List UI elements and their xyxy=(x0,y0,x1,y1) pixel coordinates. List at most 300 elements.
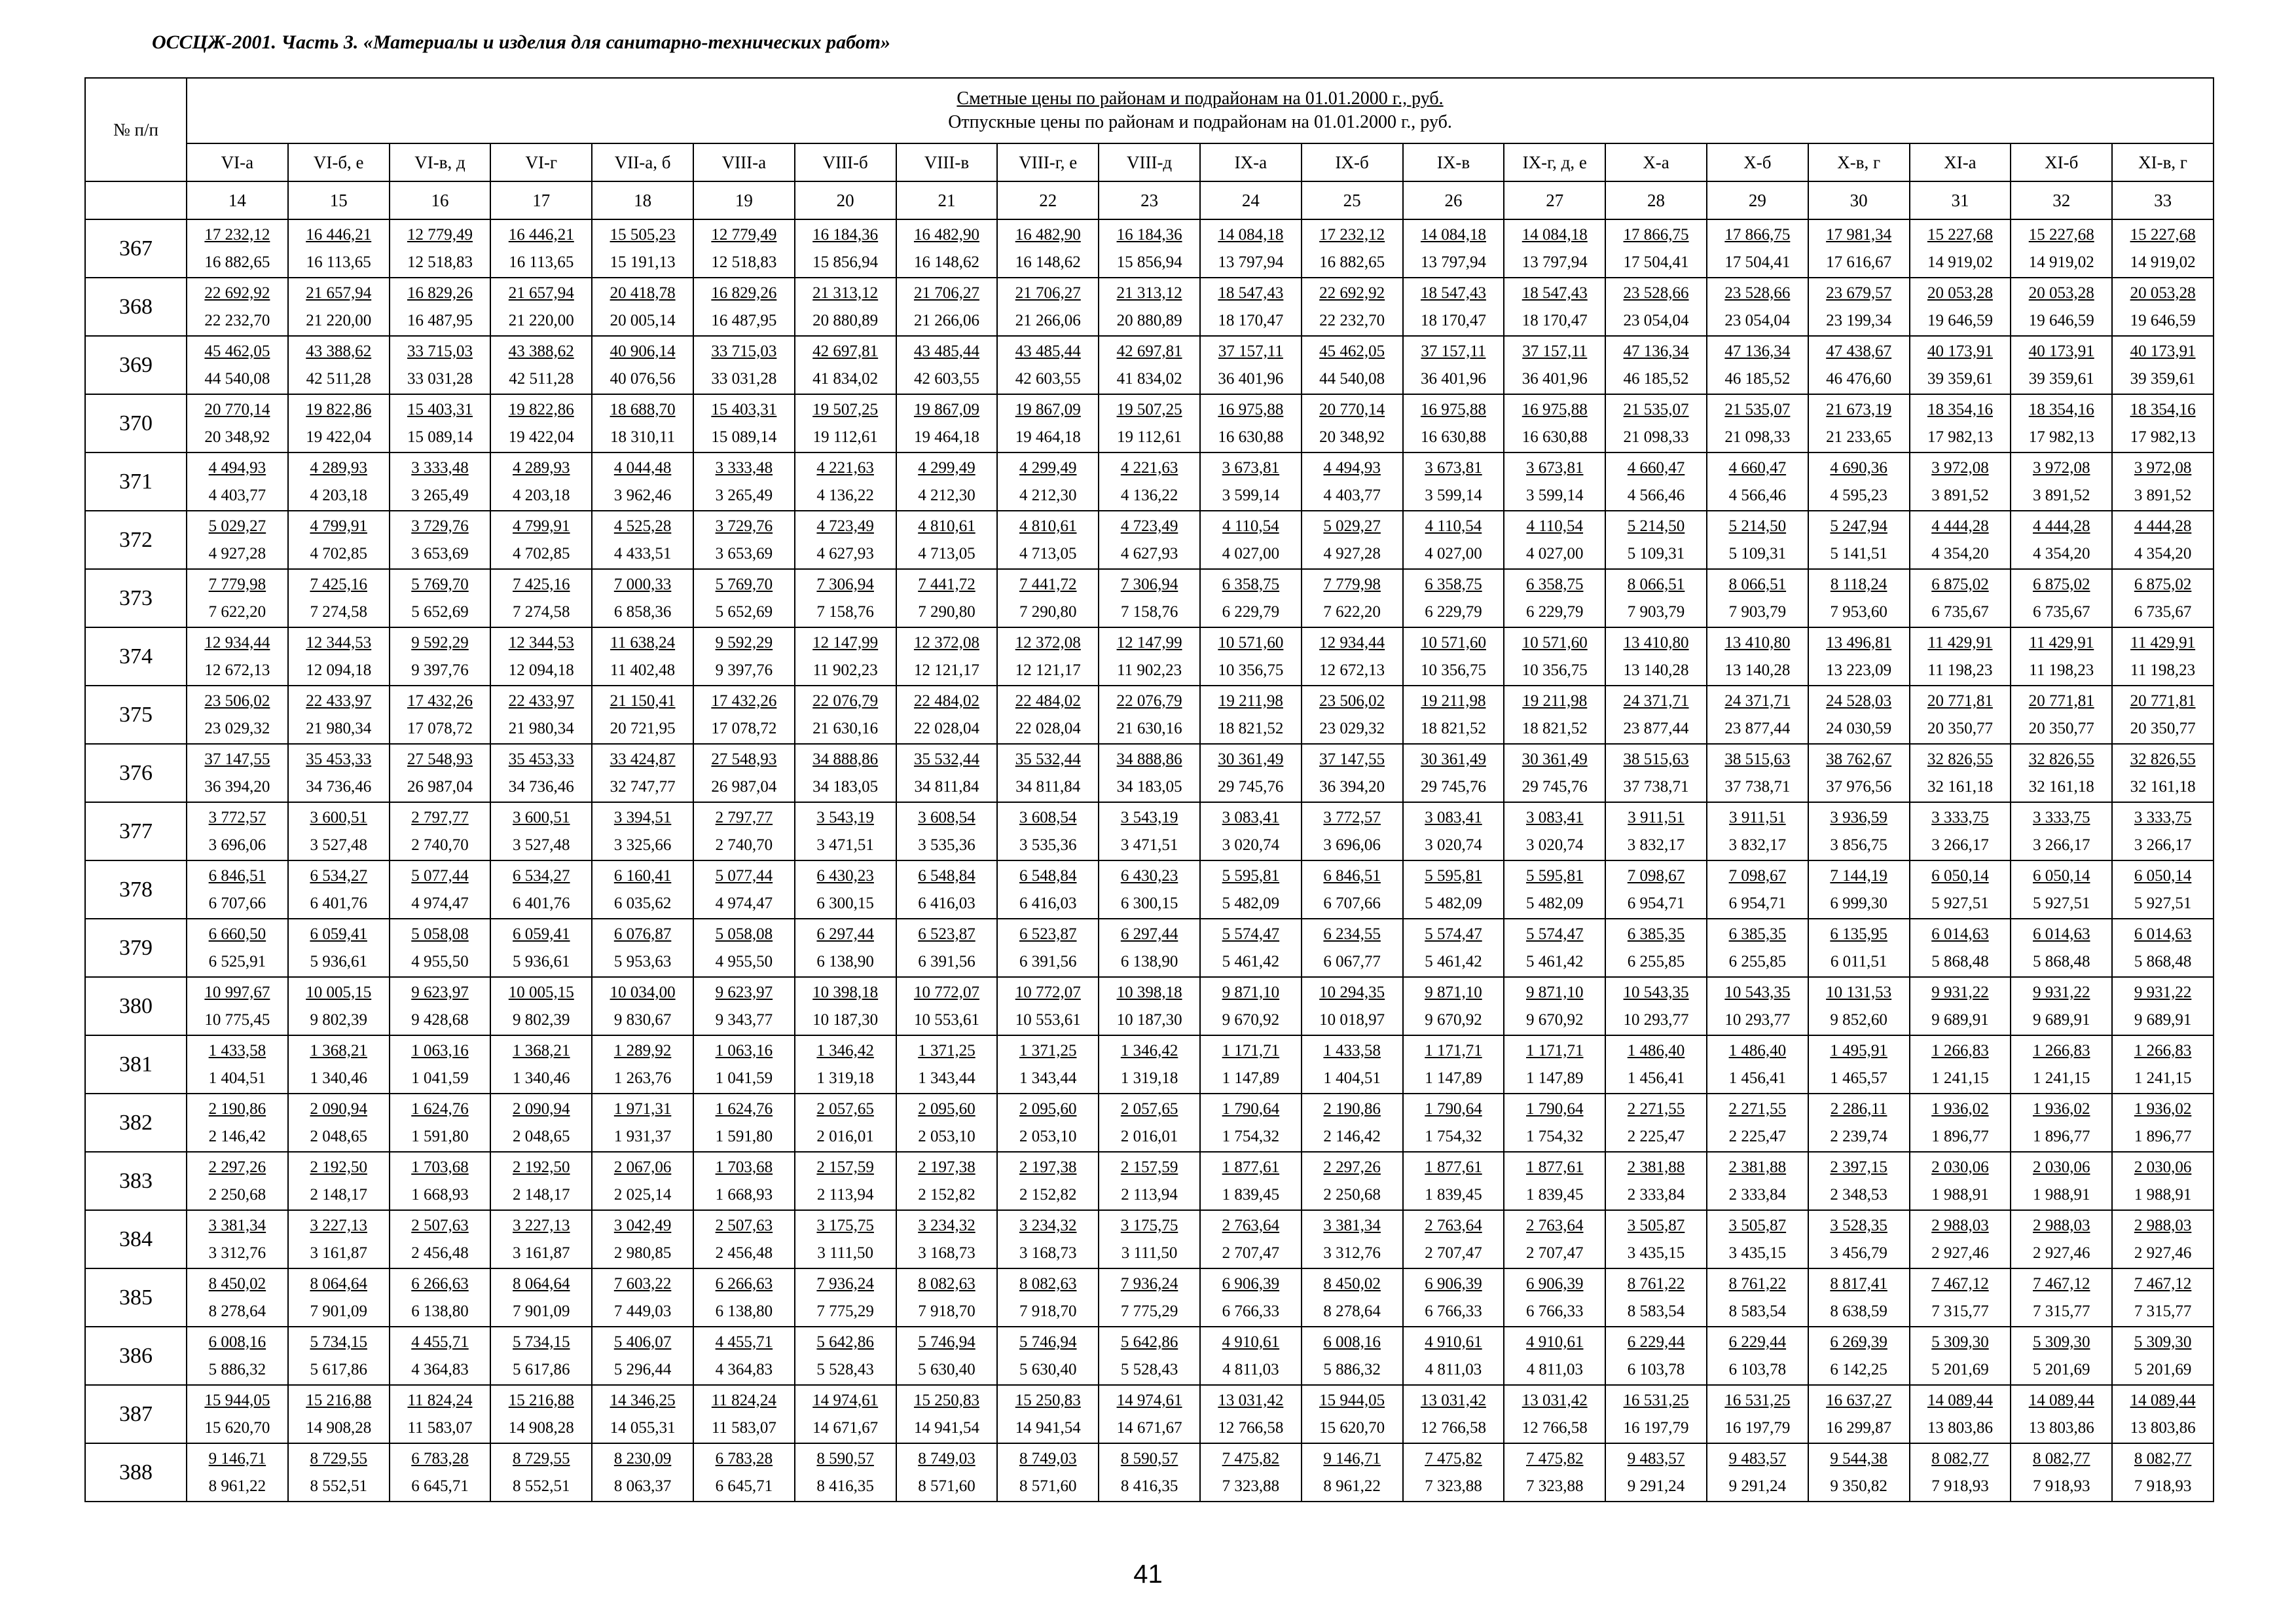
price-cell xyxy=(592,744,693,802)
price-cell xyxy=(1302,686,1403,744)
release-price: 3 111,50 xyxy=(817,1244,873,1262)
release-price: 1 404,51 xyxy=(1323,1069,1381,1087)
price-cell xyxy=(288,336,390,394)
release-price: 19 646,59 xyxy=(1927,311,1993,329)
estimate-price: 16 829,26 xyxy=(711,284,777,302)
release-price: 19 464,18 xyxy=(1015,428,1081,446)
estimate-price: 4 660,47 xyxy=(1627,458,1685,477)
price-cell xyxy=(288,1210,390,1268)
release-price: 3 312,76 xyxy=(208,1244,266,1262)
price-cell xyxy=(693,1268,795,1327)
price-cell xyxy=(795,627,896,686)
price-cell xyxy=(1099,1443,1200,1502)
estimate-price: 30 361,49 xyxy=(1522,750,1588,768)
column-number: 22 xyxy=(997,181,1099,219)
price-cell xyxy=(1200,219,1302,278)
table-row xyxy=(85,1385,2214,1443)
estimate-price: 6 385,35 xyxy=(1728,925,1787,943)
estimate-price: 47 136,34 xyxy=(1623,342,1689,360)
estimate-price: 6 269,39 xyxy=(1830,1333,1887,1351)
release-price: 2 152,82 xyxy=(918,1185,975,1204)
estimate-price: 7 779,98 xyxy=(208,575,266,593)
estimate-price: 11 638,24 xyxy=(610,633,676,652)
estimate-price: 10 772,07 xyxy=(1015,983,1081,1001)
release-price: 12 766,58 xyxy=(1420,1418,1486,1437)
estimate-price: 1 266,83 xyxy=(2032,1041,2090,1060)
release-price: 5 528,43 xyxy=(1120,1360,1178,1378)
price-cell xyxy=(795,1210,896,1268)
estimate-price: 6 906,39 xyxy=(1222,1274,1280,1293)
price-cell xyxy=(2011,1152,2112,1210)
price-cell xyxy=(490,219,592,278)
estimate-price: 3 972,08 xyxy=(1931,458,1989,477)
estimate-price: 4 525,28 xyxy=(613,517,672,535)
estimate-price: 2 090,94 xyxy=(513,1099,570,1118)
estimate-price: 1 703,68 xyxy=(715,1158,773,1176)
release-price: 2 456,48 xyxy=(715,1244,773,1262)
price-cell xyxy=(1808,919,1910,977)
release-price: 3 168,73 xyxy=(918,1244,975,1262)
release-price: 3 653,69 xyxy=(715,544,773,563)
release-price: 21 220,00 xyxy=(306,311,372,329)
release-price: 8 552,51 xyxy=(513,1477,570,1495)
price-cell xyxy=(2011,802,2112,860)
estimate-price: 38 515,63 xyxy=(1623,750,1689,768)
price-cell xyxy=(997,1327,1099,1385)
release-price: 2 225,47 xyxy=(1627,1127,1685,1145)
release-price: 7 274,58 xyxy=(310,602,367,621)
release-price: 2 025,14 xyxy=(613,1185,672,1204)
estimate-price: 10 398,18 xyxy=(812,983,879,1001)
table-row xyxy=(85,1094,2214,1152)
price-cell xyxy=(2011,744,2112,802)
release-price: 37 738,71 xyxy=(1623,777,1689,796)
price-cell xyxy=(1504,744,1605,802)
estimate-price: 5 309,30 xyxy=(2134,1333,2192,1351)
price-cell xyxy=(1707,336,1808,394)
release-price: 7 903,79 xyxy=(1728,602,1787,621)
price-cell xyxy=(187,1094,288,1152)
table-caption xyxy=(187,78,2214,143)
release-price: 34 736,46 xyxy=(306,777,372,796)
release-price: 21 233,65 xyxy=(1826,428,1892,446)
row-number: 369 xyxy=(85,336,187,394)
estimate-price: 3 083,41 xyxy=(1526,808,1584,826)
release-price: 3 312,76 xyxy=(1323,1244,1381,1262)
release-price: 16 630,88 xyxy=(1522,428,1588,446)
estimate-price: 21 150,41 xyxy=(610,692,676,710)
table-row xyxy=(85,1035,2214,1094)
estimate-price: 6 014,63 xyxy=(1931,925,1989,943)
price-cell xyxy=(2011,569,2112,627)
price-cell xyxy=(1302,1035,1403,1094)
estimate-price: 7 098,67 xyxy=(1728,866,1787,885)
release-price: 5 886,32 xyxy=(1323,1360,1381,1378)
release-price: 33 031,28 xyxy=(407,369,473,388)
release-price: 1 754,32 xyxy=(1425,1127,1482,1145)
estimate-price: 2 057,65 xyxy=(816,1099,874,1118)
estimate-price: 30 361,49 xyxy=(1420,750,1486,768)
price-cell xyxy=(1707,744,1808,802)
price-cell xyxy=(1200,336,1302,394)
release-price: 19 422,04 xyxy=(306,428,372,446)
release-price: 13 803,86 xyxy=(2130,1418,2196,1437)
price-cell xyxy=(1200,452,1302,511)
price-cell xyxy=(1605,569,1707,627)
price-cell xyxy=(1099,569,1200,627)
estimate-price: 35 532,44 xyxy=(913,750,979,768)
release-price: 1 668,93 xyxy=(411,1185,469,1204)
price-cell xyxy=(1099,1210,1200,1268)
estimate-price: 21 313,12 xyxy=(812,284,879,302)
price-cell xyxy=(997,627,1099,686)
price-cell xyxy=(2112,977,2214,1035)
release-price: 2 148,17 xyxy=(513,1185,570,1204)
estimate-price: 2 067,06 xyxy=(613,1158,672,1176)
price-cell xyxy=(592,802,693,860)
price-cell xyxy=(1403,1327,1504,1385)
price-cell xyxy=(288,977,390,1035)
release-price: 2 740,70 xyxy=(411,836,469,854)
price-cell xyxy=(1605,1152,1707,1210)
release-price: 3 832,17 xyxy=(1728,836,1787,854)
release-price: 23 877,44 xyxy=(1724,719,1791,737)
release-price: 23 054,04 xyxy=(1623,311,1689,329)
estimate-price: 16 446,21 xyxy=(508,225,574,244)
estimate-price: 14 089,44 xyxy=(2130,1391,2196,1409)
estimate-price: 7 467,12 xyxy=(1931,1274,1989,1293)
price-cell xyxy=(2112,802,2214,860)
price-cell xyxy=(1605,744,1707,802)
price-cell xyxy=(896,1152,998,1210)
estimate-price: 1 486,40 xyxy=(1627,1041,1685,1060)
release-price: 5 201,69 xyxy=(2134,1360,2192,1378)
price-cell xyxy=(997,1210,1099,1268)
price-cell xyxy=(1910,860,2011,919)
estimate-price: 10 543,35 xyxy=(1724,983,1791,1001)
price-cell xyxy=(795,919,896,977)
price-cell xyxy=(1808,860,1910,919)
price-cell xyxy=(1504,394,1605,452)
release-price: 10 775,45 xyxy=(204,1010,270,1029)
price-cell xyxy=(1504,802,1605,860)
row-number: 367 xyxy=(85,219,187,278)
release-price: 6 103,78 xyxy=(1627,1360,1685,1378)
estimate-price: 20 771,81 xyxy=(2028,692,2094,710)
release-price: 3 471,51 xyxy=(816,836,874,854)
row-number: 384 xyxy=(85,1210,187,1268)
release-price: 15 856,94 xyxy=(1116,253,1182,271)
estimate-price: 7 936,24 xyxy=(816,1274,874,1293)
release-price: 4 203,18 xyxy=(513,486,570,504)
estimate-price: 3 543,19 xyxy=(1120,808,1178,826)
price-cell xyxy=(1910,1094,2011,1152)
release-price: 4 354,20 xyxy=(2134,544,2192,563)
estimate-price: 1 433,58 xyxy=(1323,1041,1381,1060)
release-price: 9 830,67 xyxy=(613,1010,672,1029)
release-price: 26 987,04 xyxy=(407,777,473,796)
estimate-price: 2 988,03 xyxy=(1931,1216,1989,1234)
price-cell xyxy=(592,1327,693,1385)
estimate-price: 2 797,77 xyxy=(411,808,469,826)
price-cell xyxy=(2112,744,2214,802)
release-price: 6 255,85 xyxy=(1627,952,1685,970)
price-cell xyxy=(896,919,998,977)
estimate-price: 3 333,75 xyxy=(2032,808,2090,826)
release-price: 11 198,23 xyxy=(2130,661,2196,679)
price-cell xyxy=(693,336,795,394)
column-number: 29 xyxy=(1707,181,1808,219)
price-cell xyxy=(693,219,795,278)
estimate-price: 8 230,09 xyxy=(613,1449,672,1467)
release-price: 32 161,18 xyxy=(2028,777,2094,796)
row-number: 380 xyxy=(85,977,187,1035)
price-cell xyxy=(1910,569,2011,627)
release-price: 17 616,67 xyxy=(1826,253,1892,271)
estimate-price: 22 433,97 xyxy=(508,692,574,710)
price-cell xyxy=(1099,452,1200,511)
price-cell xyxy=(1403,977,1504,1035)
release-price: 36 401,96 xyxy=(1218,369,1284,388)
release-price: 3 599,14 xyxy=(1222,486,1280,504)
price-cell xyxy=(795,977,896,1035)
price-cell xyxy=(1707,627,1808,686)
release-price: 16 197,79 xyxy=(1623,1418,1689,1437)
price-cell xyxy=(1910,686,2011,744)
estimate-price: 23 506,02 xyxy=(204,692,270,710)
estimate-price: 1 790,64 xyxy=(1222,1099,1280,1118)
price-cell xyxy=(693,802,795,860)
price-cell xyxy=(1504,1035,1605,1094)
price-cell xyxy=(288,744,390,802)
estimate-price: 18 547,43 xyxy=(1218,284,1284,302)
release-price: 29 745,76 xyxy=(1420,777,1486,796)
estimate-price: 43 388,62 xyxy=(306,342,372,360)
release-price: 6 067,77 xyxy=(1323,952,1381,970)
estimate-price: 40 173,91 xyxy=(2130,342,2196,360)
release-price: 16 630,88 xyxy=(1218,428,1284,446)
price-cell xyxy=(2011,1268,2112,1327)
estimate-price: 15 216,88 xyxy=(306,1391,372,1409)
release-price: 7 775,29 xyxy=(816,1302,874,1320)
release-price: 5 652,69 xyxy=(411,602,469,621)
column-number: 32 xyxy=(2011,181,2112,219)
estimate-price: 3 083,41 xyxy=(1222,808,1280,826)
price-cell xyxy=(2112,394,2214,452)
estimate-price: 5 769,70 xyxy=(715,575,773,593)
release-price: 4 974,47 xyxy=(411,894,469,912)
price-cell xyxy=(390,394,491,452)
estimate-price: 22 692,92 xyxy=(204,284,270,302)
price-cell xyxy=(1403,802,1504,860)
row-number: 368 xyxy=(85,278,187,336)
price-cell xyxy=(1605,860,1707,919)
estimate-price: 4 810,61 xyxy=(1019,517,1077,535)
release-price: 14 919,02 xyxy=(2130,253,2196,271)
district-header: X-б xyxy=(1707,143,1808,181)
price-cell xyxy=(187,627,288,686)
estimate-price: 16 637,27 xyxy=(1826,1391,1892,1409)
release-price: 5 482,09 xyxy=(1526,894,1584,912)
release-price: 5 936,61 xyxy=(310,952,367,970)
release-price: 13 803,86 xyxy=(1927,1418,1993,1437)
estimate-price: 3 608,54 xyxy=(1019,808,1077,826)
price-cell xyxy=(2011,1210,2112,1268)
release-price: 21 266,06 xyxy=(1015,311,1081,329)
price-cell xyxy=(795,1152,896,1210)
price-cell xyxy=(288,860,390,919)
release-price: 4 566,46 xyxy=(1627,486,1685,504)
estimate-price: 13 410,80 xyxy=(1623,633,1689,652)
price-cell xyxy=(795,1035,896,1094)
estimate-price: 5 642,86 xyxy=(1120,1333,1178,1351)
price-cell xyxy=(1200,919,1302,977)
price-cell xyxy=(1910,627,2011,686)
estimate-price: 7 467,12 xyxy=(2134,1274,2192,1293)
price-cell xyxy=(1403,627,1504,686)
release-price: 5 617,86 xyxy=(310,1360,367,1378)
release-price: 6 103,78 xyxy=(1728,1360,1787,1378)
estimate-price: 3 911,51 xyxy=(1628,808,1685,826)
estimate-price: 9 544,38 xyxy=(1830,1449,1887,1467)
estimate-price: 2 381,88 xyxy=(1627,1158,1685,1176)
table-row xyxy=(85,1210,2214,1268)
price-cell xyxy=(1403,569,1504,627)
price-cell xyxy=(1504,627,1605,686)
price-cell xyxy=(1808,1268,1910,1327)
price-cell xyxy=(1504,336,1605,394)
row-number: 385 xyxy=(85,1268,187,1327)
estimate-price: 3 972,08 xyxy=(2032,458,2090,477)
estimate-price: 23 528,66 xyxy=(1724,284,1791,302)
release-price: 3 161,87 xyxy=(310,1244,367,1262)
price-cell xyxy=(390,1327,491,1385)
release-price: 10 293,77 xyxy=(1724,1010,1791,1029)
estimate-price: 9 146,71 xyxy=(1323,1449,1381,1467)
price-cell xyxy=(997,686,1099,744)
price-cell xyxy=(490,278,592,336)
release-price: 34 736,46 xyxy=(508,777,574,796)
estimate-price: 4 494,93 xyxy=(1323,458,1381,477)
release-price: 3 535,36 xyxy=(1019,836,1077,854)
estimate-price: 19 822,86 xyxy=(306,400,372,418)
release-price: 11 583,07 xyxy=(711,1418,776,1437)
release-price: 4 811,03 xyxy=(1222,1360,1279,1378)
release-price: 5 868,48 xyxy=(2134,952,2192,970)
release-price: 6 142,25 xyxy=(1830,1360,1887,1378)
release-price: 5 461,42 xyxy=(1425,952,1482,970)
release-price: 7 323,88 xyxy=(1425,1477,1482,1495)
estimate-price: 7 475,82 xyxy=(1222,1449,1280,1467)
district-header: X-а xyxy=(1605,143,1707,181)
release-price: 5 141,51 xyxy=(1830,544,1887,563)
row-number: 388 xyxy=(85,1443,187,1502)
price-cell xyxy=(390,1094,491,1152)
estimate-price: 6 050,14 xyxy=(2134,866,2192,885)
release-price: 6 300,15 xyxy=(816,894,874,912)
price-cell xyxy=(997,569,1099,627)
release-price: 12 121,17 xyxy=(913,661,979,679)
price-cell xyxy=(1403,219,1504,278)
estimate-price: 6 076,87 xyxy=(613,925,672,943)
estimate-price: 9 623,97 xyxy=(411,983,469,1001)
estimate-price: 33 424,87 xyxy=(610,750,676,768)
release-price: 22 028,04 xyxy=(1015,719,1081,737)
price-cell xyxy=(896,1094,998,1152)
release-price: 12 672,13 xyxy=(1319,661,1385,679)
estimate-price: 4 289,93 xyxy=(513,458,570,477)
release-price: 21 630,16 xyxy=(812,719,879,737)
estimate-price: 2 286,11 xyxy=(1830,1099,1887,1118)
estimate-price: 4 221,63 xyxy=(816,458,874,477)
estimate-price: 22 484,02 xyxy=(913,692,979,710)
table-row xyxy=(85,569,2214,627)
price-cell xyxy=(1605,1094,1707,1152)
price-cell xyxy=(997,1094,1099,1152)
price-cell xyxy=(1099,278,1200,336)
price-cell xyxy=(1302,452,1403,511)
estimate-price: 8 082,63 xyxy=(918,1274,975,1293)
caption-release-prices: Отпускные цены по районам и подрайонам на 01.01.2000 г., руб. xyxy=(948,112,1452,132)
release-price: 23 029,32 xyxy=(204,719,270,737)
release-price: 4 403,77 xyxy=(208,486,266,504)
price-cell xyxy=(795,1268,896,1327)
estimate-price: 2 057,65 xyxy=(1120,1099,1178,1118)
estimate-price: 20 053,28 xyxy=(2130,284,2196,302)
estimate-price: 15 505,23 xyxy=(610,225,676,244)
release-price: 5 461,42 xyxy=(1526,952,1584,970)
release-price: 33 031,28 xyxy=(711,369,777,388)
estimate-price: 7 425,16 xyxy=(310,575,367,593)
release-price: 6 707,66 xyxy=(1323,894,1381,912)
estimate-price: 21 535,07 xyxy=(1724,400,1791,418)
release-price: 11 902,23 xyxy=(1117,661,1182,679)
price-cell xyxy=(1504,1094,1605,1152)
price-cell xyxy=(187,1210,288,1268)
release-price: 9 670,92 xyxy=(1222,1010,1280,1029)
row-number: 376 xyxy=(85,744,187,802)
price-cell xyxy=(1403,394,1504,452)
estimate-price: 2 507,63 xyxy=(411,1216,469,1234)
release-price: 7 315,77 xyxy=(2032,1302,2090,1320)
price-cell xyxy=(896,1327,998,1385)
price-cell xyxy=(1808,1152,1910,1210)
release-price: 9 670,92 xyxy=(1425,1010,1482,1029)
price-cell xyxy=(1099,1094,1200,1152)
estimate-price: 10 398,18 xyxy=(1116,983,1182,1001)
release-price: 6 255,85 xyxy=(1728,952,1787,970)
estimate-price: 12 147,99 xyxy=(812,633,879,652)
document-header: ОССЦЖ-2001. Часть 3. «Материалы и изделия для санитарно-технических работ» xyxy=(152,31,890,53)
price-cell xyxy=(693,1152,795,1210)
release-price: 20 721,95 xyxy=(610,719,676,737)
estimate-price: 6 523,87 xyxy=(918,925,975,943)
price-cell xyxy=(288,686,390,744)
release-price: 23 199,34 xyxy=(1826,311,1892,329)
price-cell xyxy=(1504,1385,1605,1443)
price-cell xyxy=(1910,511,2011,569)
price-cell xyxy=(187,569,288,627)
price-cell xyxy=(795,1094,896,1152)
release-price: 14 908,28 xyxy=(508,1418,574,1437)
release-price: 20 005,14 xyxy=(610,311,676,329)
estimate-price: 3 729,76 xyxy=(411,517,469,535)
estimate-price: 16 446,21 xyxy=(306,225,372,244)
district-header: XI-б xyxy=(2011,143,2112,181)
price-cell xyxy=(592,627,693,686)
price-cell xyxy=(1605,336,1707,394)
price-cell xyxy=(490,977,592,1035)
